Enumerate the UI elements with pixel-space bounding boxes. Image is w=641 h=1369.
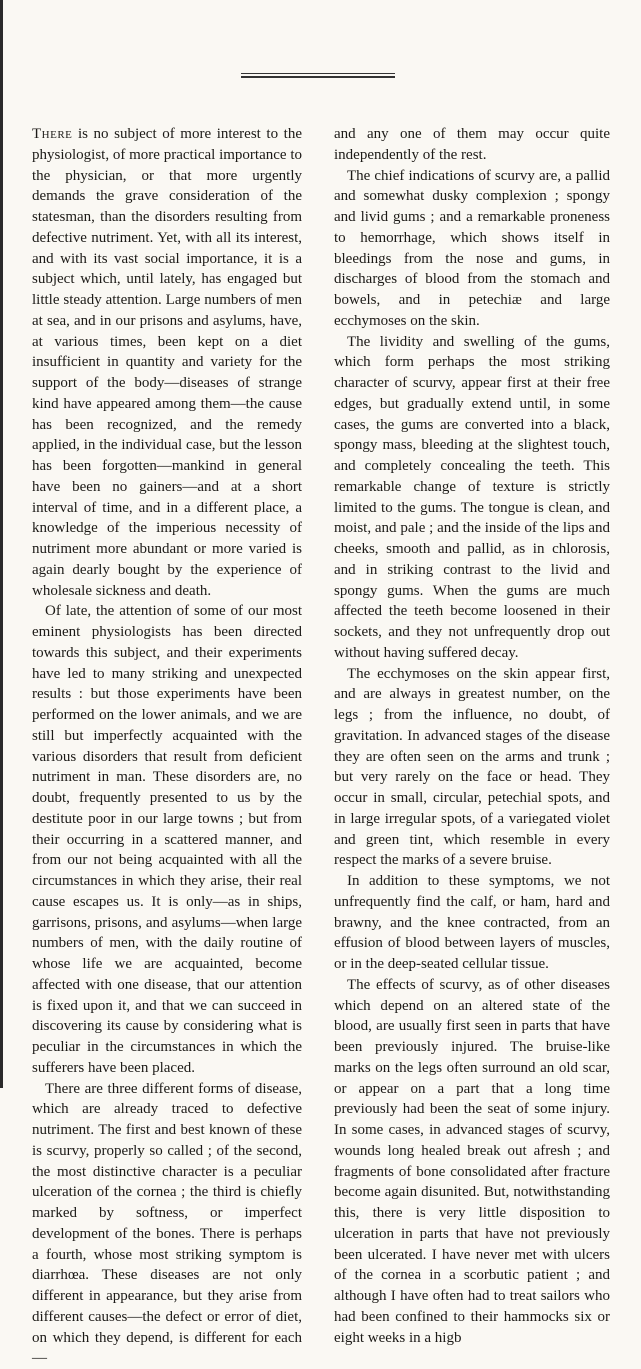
right-column	[334, 124, 610, 1348]
ornament-line-bottom	[241, 76, 395, 78]
paragraph: In addition to these symptoms, we not unfrequently find the calf, or ham, hard and brawny, and the knee contracted, from an effusion of blood between layers of muscles, or in the deep-seated cellular tissue.	[334, 871, 610, 975]
paragraph: The chief indications of scurvy are, a pallid and somewhat dusky complexion ; spongy and livid gums ; and a remarkable proneness to hemorrhage, which shows itself in bleedings from the nose and gums, in discharges of blood from the stomach and bowels, and in petechiæ and large ecchymoses on the skin.	[334, 166, 610, 332]
paragraph: The ecchymoses on the skin appear first, and are always in greatest number, on the legs ; from the influence, no doubt, of gravitation. In advanced stages of the disease they are often seen on the arms and trunk ; but very rarely on the face or head. They occur in small, circular, petechial spots, and in large irregular spots, of a variegated violet and green tint, which resemble in every respect the marks of a severe bruise.	[334, 664, 610, 872]
opening-paragraph	[32, 124, 302, 601]
left-column	[32, 124, 302, 1369]
header-ornament-rule	[241, 73, 395, 80]
paragraph: Of late, the attention of some of our most eminent physiologists has been directed towards this subject, and their experiments have led to many striking and unexpected results : but those experiments have been performed on the lower animals, and we are still but imperfectly acquainted with the various disorders that result from deficient nutriment in man. These disorders are, no doubt, frequently presented to us by the destitute poor in our large towns ; but from their occurring in a scattered manner, and from our not being acquainted with all the circumstances in which they arise, their real cause escapes us. It is only—as in ships, garrisons, prisons, and asylums—when large numbers of men, with the daily routine of whose life we are acquainted, become affected with one disease, that our attention is fixed upon it, and that we can succeed in discovering its cause by considering what is peculiar in the circumstances in which the sufferers have been placed.	[32, 601, 302, 1078]
paragraph-text: is no subject of more interest to the physiologist, of more practical importance to the physician, or that more urgently demands the grave consideration of the statesman, than the disorders resulting from defective nutriment. Yet, with all its interest, and with its vast social importance, it is a subject which, until lately, has engaged but little steady attention. Large numbers of men at sea, and in our prisons and asylums, have, at various times, been kept on a diet insufficient in quantity and variety for the support of the body—diseases of strange kind have appeared among them—the cause has been recognized, and the remedy applied, in the individual case, but the lesson has been forgotten—mankind in general have been no gainers—and at a short interval of time, and in a different place, a knowledge of the imperious necessity of nutriment more abundant or more varied is again dearly bought by the experience of wholesale sickness and death.	[32, 126, 302, 599]
paragraph: There are three different forms of disease, which are already traced to defective nutriment. The first and best known of these is scurvy, properly so called ; of the second, the most distinctive character is a peculiar ulceration of the cornea ; the third is chiefly marked by softness, or imperfect development of the bones. There is perhaps a fourth, whose most striking symptom is diarrhœa. These diseases are not only different in appearance, but they arise from different causes—the defect or error of diet, on which they depend, is different for each—	[32, 1079, 302, 1369]
page-edge-shadow	[0, 0, 3, 1088]
paragraph: The lividity and swelling of the gums, which form perhaps the most striking character of scurvy, appear first at their free edges, but gradually extend until, in some cases, the gums are converted into a black, spongy mass, bleeding at the slightest touch, and completely concealing the teeth. This remarkable change of texture is strictly limited to the gums. The tongue is clean, and moist, and pale ; and the inside of the lips and cheeks, smooth and pallid, as in chlorosis, and in striking contrast to the livid and spongy gums. When the gums are much affected the teeth become loosened in their sockets, and they not unfrequently drop out without having suffered decay.	[334, 332, 610, 664]
continued-paragraph: and any one of them may occur quite independently of the rest.	[334, 124, 610, 166]
paragraph: The effects of scurvy, as of other diseases which depend on an altered state of the blood, are usually first seen in parts that have been previously injured. The bruise-like marks on the legs often surround an old scar, or appear on a part that a long time previously had been the seat of some injury. In some cases, in advanced stages of scurvy, wounds long healed break out afresh ; and fragments of bone consolidated after fracture become again disunited. But, notwithstanding this, there is very little disposition to ulceration in parts that have not previously been ulcerated. I have never met with ulcers of the cornea in a scorbutic patient ; and although I have often had to treat sailors who had been confined to their hammocks six or eight weeks in a higb	[334, 975, 610, 1349]
ornament-line-top	[241, 73, 395, 74]
drop-lead-word: There	[32, 126, 72, 142]
